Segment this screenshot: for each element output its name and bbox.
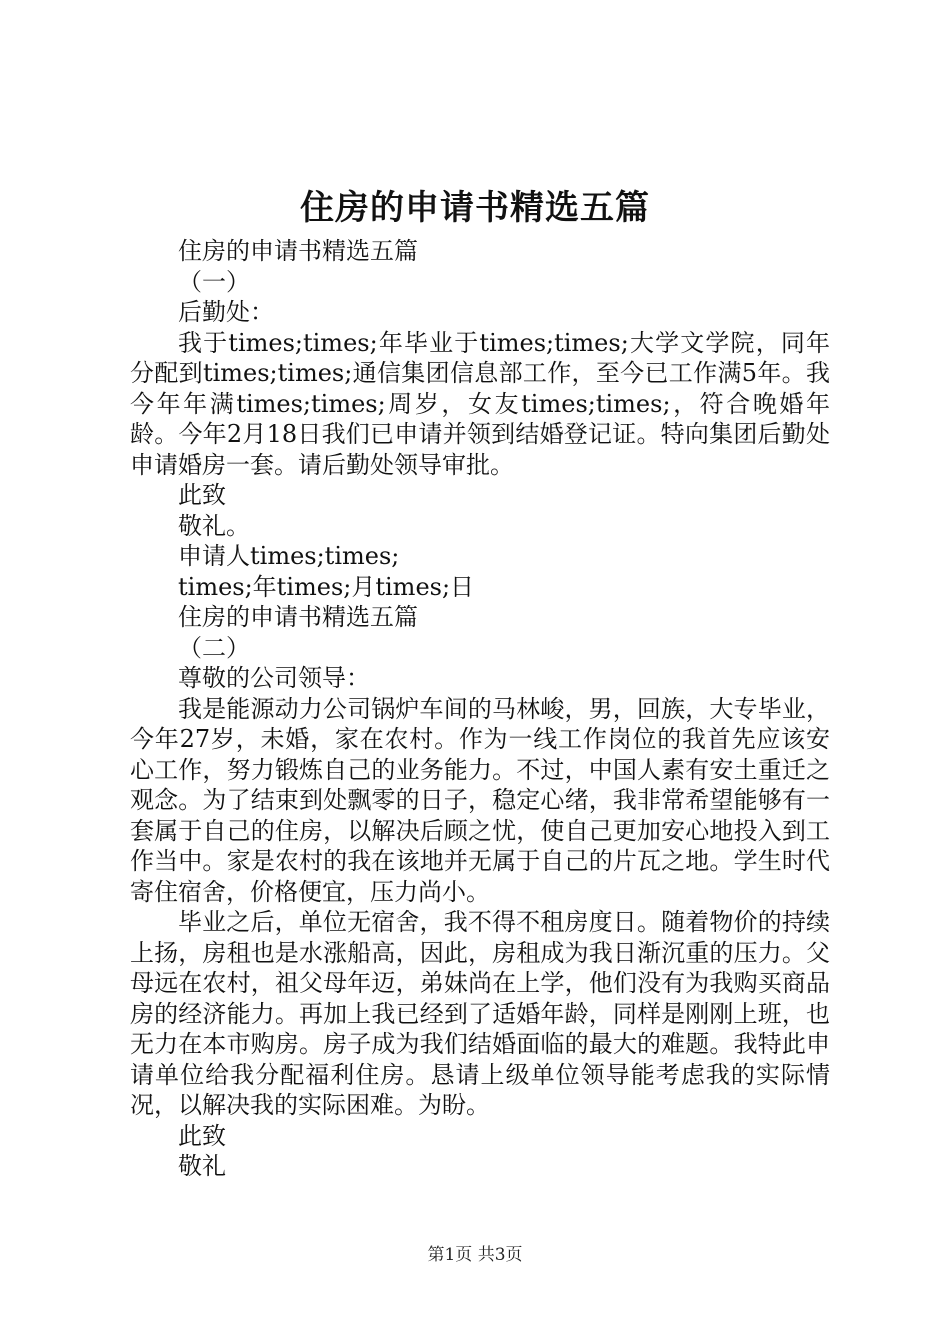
- section-heading-2: 住房的申请书精选五篇: [178, 603, 418, 631]
- body-paragraph-2: 我是能源动力公司锅炉车间的马林峻，男，回族，大专毕业，今年27岁，未婚，家在农村。作为一线工作岗位的我首先应该安心工作，努力锻炼自己的业务能力。不过，中国人素有安土重迁之观念。为了结束到处飘零的日子，稳定心绪，我非常希望能够有一套属于自己的住房，以解决后顾之忧，使自己更加安心地投入到工作当中。家是农村的我在该地并无属于自己的片瓦之地。学生时代寄住宿舍，价格便宜，压力尚小。: [130, 694, 830, 906]
- section-number-2: （二）: [178, 633, 250, 662]
- document-body: [130, 236, 830, 1182]
- page-footer: 第1页 共3页: [427, 1245, 523, 1265]
- salutation-2: 尊敬的公司领导：: [178, 664, 370, 692]
- section-number-1: （一）: [178, 267, 250, 296]
- closing-1: 此致: [178, 481, 226, 509]
- salutation-1: 后勤处：: [178, 298, 274, 326]
- document-title: 住房的申请书精选五篇: [300, 188, 650, 228]
- regards-2: 敬礼: [178, 1152, 226, 1180]
- regards-1: 敬礼。: [178, 511, 250, 540]
- closing-2: 此致: [178, 1121, 226, 1150]
- body-paragraph-1: 我于times;times;年毕业于times;times;大学文学院，同年分配到times;times;通信集团信息部工作，至今已工作满5年。我今年年满times;times;周岁，女友times;times;，符合晚婚年龄。今年2月18日我们已申请并领到结婚登记证。特向集团后勤处申请婚房一套。请后勤处领导审批。: [130, 328, 830, 479]
- section-heading-1: 住房的申请书精选五篇: [178, 237, 418, 265]
- applicant-line: 申请人times;times;: [178, 542, 400, 570]
- date-line: times;年times;月times;日: [178, 572, 475, 601]
- body-paragraph-3: 毕业之后，单位无宿舍，我不得不租房度日。随着物价的持续上扬，房租也是水涨船高，因此，房租成为我日渐沉重的压力。父母远在农村，祖父母年迈，弟妹尚在上学，他们没有为我购买商品房的经济能力。再加上我已经到了适婚年龄，同样是刚刚上班，也无力在本市购房。房子成为我们结婚面临的最大的难题。我特此申请单位给我分配福利住房。恳请上级单位领导能考虑我的实际情况，以解决我的实际困难。为盼。: [130, 908, 830, 1119]
